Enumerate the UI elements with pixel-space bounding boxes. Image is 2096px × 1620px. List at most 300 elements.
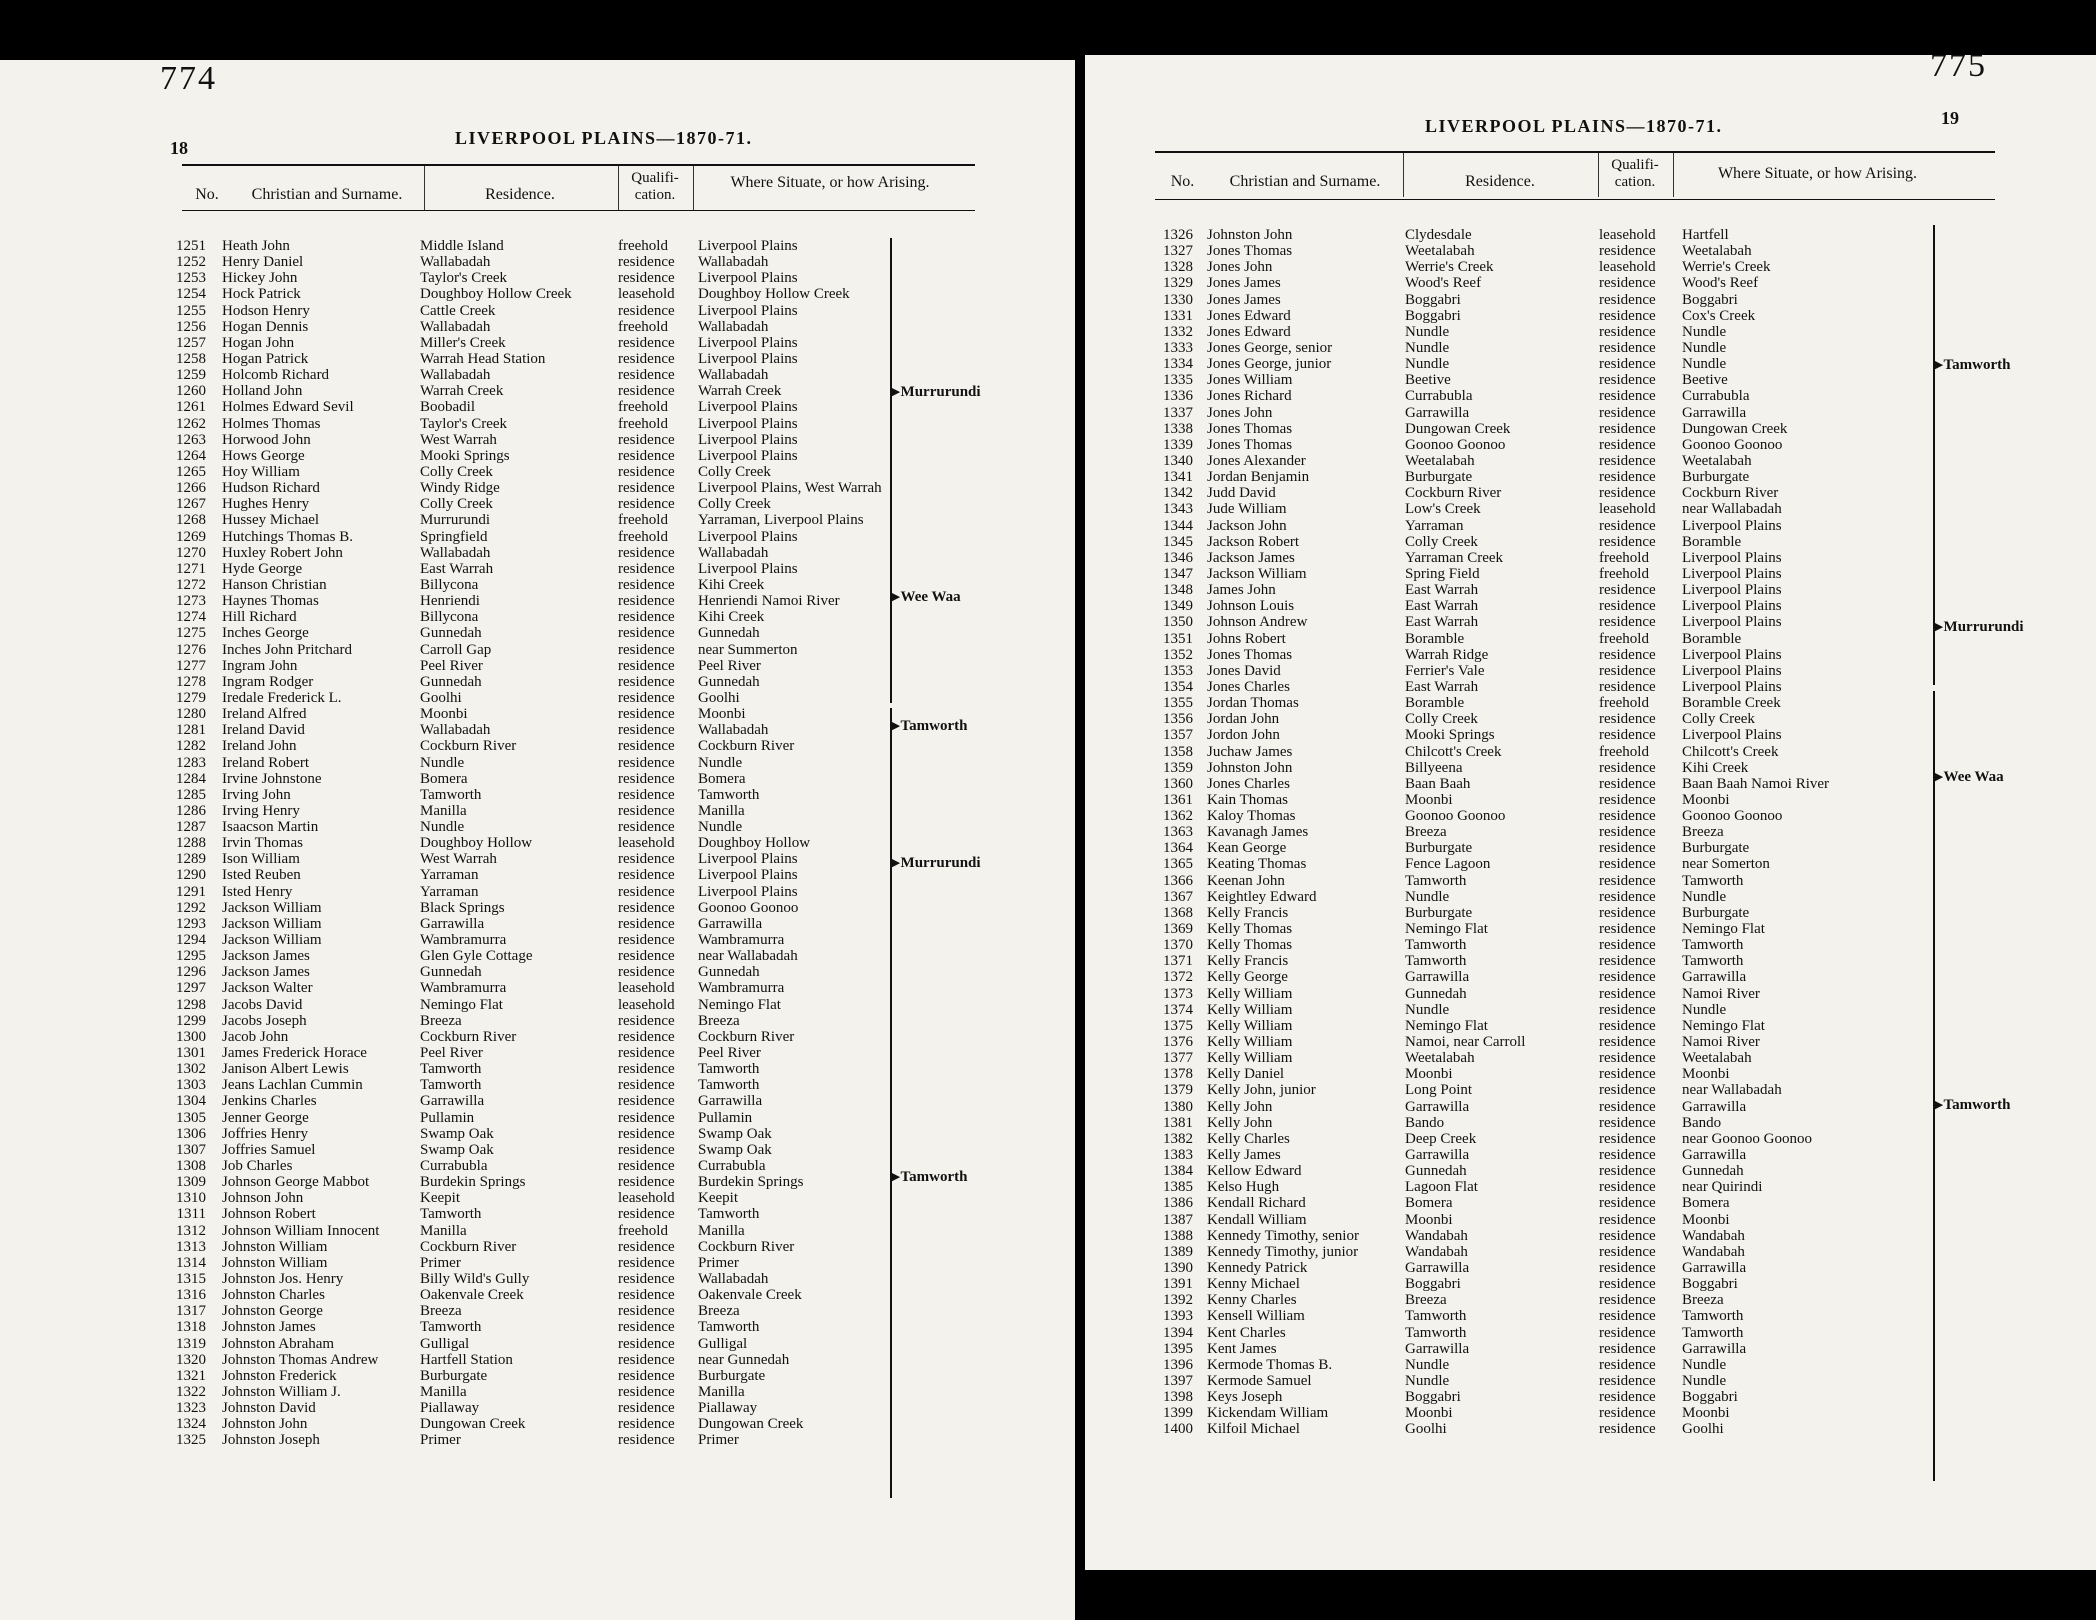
entry-where: Garrawilla — [1682, 1098, 1747, 1115]
table-row — [1147, 1244, 1927, 1260]
table-row — [1147, 711, 1927, 727]
entry-number: 1364 — [1163, 840, 1193, 857]
table-row — [170, 851, 890, 867]
entry-where: Liverpool Plains — [1682, 582, 1782, 599]
table-row — [1147, 631, 1927, 647]
table-row — [1147, 388, 1927, 404]
entry-name: Johnson Robert — [222, 1206, 316, 1223]
table-row — [1147, 889, 1927, 905]
table-row — [1147, 1195, 1927, 1211]
entry-qualification: residence — [618, 302, 675, 319]
entry-name: Johnston William — [222, 1238, 328, 1255]
entry-name: Isaacson Martin — [222, 819, 319, 836]
entry-residence: East Warrah — [420, 560, 494, 577]
entry-residence: Burburgate — [1405, 469, 1473, 486]
entry-number: 1378 — [1163, 1066, 1193, 1083]
entry-number: 1390 — [1163, 1260, 1193, 1276]
entry-name: Jude William — [1207, 501, 1287, 518]
entry-residence: Boramble — [1405, 695, 1465, 712]
entry-residence: Tamworth — [1405, 872, 1467, 889]
entry-where: Burburgate — [1682, 904, 1750, 921]
entry-number: 1265 — [176, 463, 206, 480]
entry-number: 1311 — [176, 1206, 206, 1223]
table-row — [1147, 324, 1927, 340]
entry-number: 1334 — [1163, 356, 1193, 373]
table-row — [170, 399, 890, 415]
entry-residence: Wallabadah — [420, 254, 491, 271]
entry-where: Nundle — [1682, 888, 1727, 905]
entry-qualification: residence — [618, 1319, 675, 1336]
entry-residence: Nundle — [1405, 1372, 1450, 1389]
entry-name: Jackson William — [222, 899, 322, 916]
entry-name: Jones George, senior — [1207, 339, 1333, 356]
entry-number: 1319 — [176, 1335, 206, 1352]
table-row — [1147, 566, 1927, 582]
entry-name: Job Charles — [222, 1158, 293, 1175]
entry-qualification: residence — [1599, 1163, 1656, 1180]
entry-name: Isted Henry — [222, 883, 293, 900]
entry-where: Nundle — [1682, 1001, 1727, 1018]
entry-where: Liverpool Plains — [698, 528, 798, 545]
entry-name: Jones William — [1207, 372, 1293, 389]
table-row — [1147, 1325, 1927, 1341]
entry-number: 1305 — [176, 1109, 206, 1126]
entry-name: James John — [1207, 582, 1276, 599]
entry-name: Johnson Louis — [1207, 598, 1295, 615]
entry-name: Kelso Hugh — [1207, 1179, 1280, 1196]
entry-number: 1394 — [1163, 1324, 1193, 1341]
entry-residence: Boggabri — [1405, 307, 1461, 324]
entry-name: Johnston Charles — [222, 1287, 325, 1304]
entry-residence: Goolhi — [420, 689, 462, 706]
entry-residence: Boobadil — [420, 399, 475, 416]
entry-residence: Colly Creek — [420, 496, 493, 513]
entry-residence: Cockburn River — [420, 1028, 517, 1045]
entry-name: Johnston William J. — [222, 1383, 341, 1400]
entry-name: Johnston Frederick — [222, 1367, 337, 1384]
entry-qualification: residence — [1599, 469, 1656, 486]
header-divider — [618, 166, 619, 210]
entry-qualification: residence — [1599, 517, 1656, 534]
entry-number: 1283 — [176, 754, 206, 771]
table-row — [1147, 1131, 1927, 1147]
entry-where: Liverpool Plains — [698, 447, 798, 464]
table-row — [1147, 356, 1927, 372]
table-row — [1147, 1050, 1927, 1066]
table-row — [1147, 808, 1927, 824]
entry-where: Werrie's Creek — [1682, 259, 1771, 276]
entry-where: Liverpool Plains — [1682, 646, 1782, 663]
entry-residence: Tamworth — [420, 1319, 482, 1336]
table-row — [170, 932, 890, 948]
table-row — [170, 1400, 890, 1416]
entry-qualification: residence — [1599, 1243, 1656, 1260]
entry-residence: Wallabadah — [420, 544, 491, 561]
entry-qualification: residence — [618, 496, 675, 513]
entry-where: Tamworth — [698, 786, 760, 803]
entry-number: 1363 — [1163, 824, 1193, 841]
entry-qualification: freehold — [1599, 743, 1649, 760]
entry-residence: Boggabri — [1405, 1389, 1461, 1406]
entry-name: Kelly Daniel — [1207, 1066, 1285, 1083]
entry-where: Namoi River — [1682, 1034, 1760, 1051]
entry-name: Johnston Joseph — [222, 1432, 320, 1449]
entry-number: 1280 — [176, 706, 206, 723]
entry-qualification: residence — [1599, 775, 1656, 792]
table-row — [170, 496, 890, 512]
entry-number: 1272 — [176, 576, 206, 593]
entry-where: Peel River — [698, 1045, 761, 1062]
entry-name: Keenan John — [1207, 872, 1285, 889]
table-row — [1147, 1179, 1927, 1195]
entry-qualification: residence — [1599, 969, 1656, 986]
entry-name: Jenner George — [222, 1109, 309, 1126]
entry-where: Liverpool Plains — [1682, 727, 1782, 744]
column-header-no: No. — [1170, 173, 1195, 190]
entry-name: Kennedy Timothy, junior — [1207, 1243, 1359, 1260]
entry-where: Goonoo Goonoo — [698, 899, 799, 916]
entry-residence: Hartfell Station — [420, 1351, 513, 1368]
entry-number: 1397 — [1163, 1372, 1193, 1389]
entry-name: Hickey John — [222, 270, 298, 287]
entry-qualification: residence — [618, 722, 675, 739]
entry-number: 1341 — [1163, 469, 1193, 486]
entry-qualification: residence — [1599, 243, 1656, 260]
entry-number: 1276 — [176, 641, 206, 658]
entry-name: Judd David — [1207, 485, 1276, 502]
district-label: ▸ Wee Waa — [1935, 767, 2004, 786]
entry-residence: Mooki Springs — [420, 447, 510, 464]
entry-where: near Somerton — [1682, 856, 1770, 873]
entry-where: near Wallabadah — [1682, 501, 1782, 518]
entry-residence: Breeza — [420, 1303, 462, 1320]
entry-name: Jones Richard — [1207, 388, 1292, 405]
entry-name: Kelly John — [1207, 1114, 1273, 1131]
entry-name: Isted Reuben — [222, 867, 301, 884]
entry-qualification: leasehold — [1599, 259, 1656, 276]
entry-name: Hogan Dennis — [222, 318, 309, 335]
entry-name: Jones David — [1207, 662, 1281, 679]
entry-number: 1387 — [1163, 1211, 1193, 1228]
header-divider — [693, 166, 694, 210]
entry-qualification: residence — [1599, 323, 1656, 340]
table-row — [1147, 647, 1927, 663]
entry-qualification: residence — [618, 1351, 675, 1368]
entry-name: Johnson John — [222, 1190, 304, 1207]
entry-qualification: residence — [618, 447, 675, 464]
entry-number: 1373 — [1163, 985, 1193, 1002]
district-label: ▸ Tamworth — [892, 1167, 967, 1186]
header-top-rule — [182, 164, 975, 166]
entry-name: Iredale Frederick L. — [222, 689, 342, 706]
entry-qualification: residence — [618, 270, 675, 287]
entry-residence: Colly Creek — [1405, 711, 1478, 728]
entry-residence: Weetalabah — [1405, 452, 1475, 469]
entry-qualification: residence — [1599, 1147, 1656, 1164]
entry-where: Boramble Creek — [1682, 695, 1781, 712]
entry-qualification: residence — [1599, 339, 1656, 356]
entry-qualification: residence — [1599, 840, 1656, 857]
entry-number: 1284 — [176, 770, 206, 787]
entry-number: 1301 — [176, 1045, 206, 1062]
entry-qualification: residence — [1599, 1227, 1656, 1244]
entry-where: Nundle — [698, 819, 743, 836]
entry-where: Nemingo Flat — [698, 996, 781, 1013]
table-row — [170, 900, 890, 916]
entry-number: 1392 — [1163, 1292, 1193, 1309]
entry-number: 1368 — [1163, 904, 1193, 921]
entry-residence: Middle Island — [420, 238, 504, 254]
entry-residence: Colly Creek — [1405, 533, 1478, 550]
entry-number: 1345 — [1163, 533, 1193, 550]
entry-number: 1288 — [176, 835, 206, 852]
entry-number: 1354 — [1163, 678, 1193, 695]
table-row — [1147, 1357, 1927, 1373]
entry-residence: Burburgate — [420, 1367, 488, 1384]
entry-where: near Summerton — [698, 641, 798, 658]
entry-residence: Garrawilla — [420, 1093, 485, 1110]
table-row — [170, 577, 890, 593]
entry-residence: Wambramurra — [420, 932, 507, 949]
entry-qualification: residence — [618, 1012, 675, 1029]
entry-number: 1256 — [176, 318, 206, 335]
entry-qualification: residence — [1599, 1082, 1656, 1099]
entry-where: Burburgate — [1682, 469, 1750, 486]
entry-residence: Tamworth — [420, 1061, 482, 1078]
entry-where: Breeza — [1682, 824, 1724, 841]
entry-residence: Piallaway — [420, 1400, 480, 1417]
entry-qualification: residence — [1599, 582, 1656, 599]
entry-name: Kelly William — [1207, 1034, 1293, 1051]
entry-residence: Carroll Gap — [420, 641, 492, 658]
entry-where: Nundle — [1682, 339, 1727, 356]
entry-number: 1377 — [1163, 1050, 1193, 1067]
entry-where: Liverpool Plains — [698, 867, 798, 884]
entry-name: Ireland Robert — [222, 754, 310, 771]
entry-where: Colly Creek — [1682, 711, 1755, 728]
entry-residence: Goonoo Goonoo — [1405, 808, 1506, 825]
district-label: ▸ Murrurundi — [892, 853, 981, 872]
entry-qualification: residence — [1599, 759, 1656, 776]
entry-qualification: residence — [618, 770, 675, 787]
table-row — [1147, 227, 1927, 243]
entry-name: Keightley Edward — [1207, 888, 1317, 905]
entry-name: Kelly John, junior — [1207, 1082, 1316, 1099]
entry-where: Currabubla — [1682, 388, 1750, 405]
entry-name: Jackson Robert — [1207, 533, 1300, 550]
table-row — [170, 948, 890, 964]
table-row — [170, 1158, 890, 1174]
entry-residence: Burdekin Springs — [420, 1174, 526, 1191]
entry-where: Nemingo Flat — [1682, 1017, 1765, 1034]
entry-name: Inches John Pritchard — [222, 641, 352, 658]
table-row — [1147, 727, 1927, 743]
entry-where: near Quirindi — [1682, 1179, 1763, 1196]
entry-where: Liverpool Plains — [1682, 549, 1782, 566]
entry-name: Jacobs David — [222, 996, 303, 1013]
column-header-residence: Residence. — [485, 186, 555, 203]
entry-number: 1285 — [176, 786, 206, 803]
entry-residence: Manilla — [420, 1383, 467, 1400]
entry-number: 1314 — [176, 1254, 206, 1271]
entry-qualification: residence — [1599, 1421, 1656, 1438]
entry-where: Garrawilla — [698, 915, 763, 932]
district-label: ▸ Tamworth — [1935, 1095, 2010, 1114]
entry-residence: Primer — [420, 1254, 461, 1271]
entry-residence: Clydesdale — [1405, 227, 1472, 243]
entry-qualification: residence — [618, 480, 675, 497]
entry-where: Moonbi — [1682, 1405, 1730, 1422]
entry-where: Wallabadah — [698, 367, 769, 384]
entry-number: 1384 — [1163, 1163, 1193, 1180]
table-row — [1147, 1082, 1927, 1098]
entry-name: Hussey Michael — [222, 512, 320, 529]
table-row — [1147, 1421, 1927, 1437]
table-row — [1147, 308, 1927, 324]
entry-name: Holland John — [222, 383, 303, 400]
header-top-rule — [1155, 151, 1995, 153]
entry-residence: Wandabah — [1405, 1243, 1468, 1260]
entry-number: 1338 — [1163, 420, 1193, 437]
entry-where: Garrawilla — [1682, 1340, 1747, 1357]
entry-residence: Currabubla — [1405, 388, 1473, 405]
entry-name: Jenkins Charles — [222, 1093, 317, 1110]
table-row — [1147, 1389, 1927, 1405]
entry-where: Liverpool Plains — [1682, 614, 1782, 631]
entry-number: 1286 — [176, 802, 206, 819]
table-row — [170, 1271, 890, 1287]
entry-qualification: residence — [618, 350, 675, 367]
entry-where: Breeza — [698, 1303, 740, 1320]
entry-number: 1268 — [176, 512, 206, 529]
entry-name: Jordon John — [1207, 727, 1280, 744]
entry-qualification: leasehold — [618, 1190, 675, 1207]
entry-where: Goonoo Goonoo — [1682, 436, 1783, 453]
entry-where: Yarraman, Liverpool Plains — [698, 512, 864, 529]
entry-number: 1271 — [176, 560, 206, 577]
entry-where: Keepit — [698, 1190, 738, 1207]
entry-residence: East Warrah — [1405, 614, 1479, 631]
entry-where: Liverpool Plains — [698, 270, 798, 287]
entry-name: Ireland Alfred — [222, 706, 307, 723]
entry-number: 1380 — [1163, 1098, 1193, 1115]
table-row — [1147, 550, 1927, 566]
entry-name: Hudson Richard — [222, 480, 320, 497]
entry-residence: Yarraman — [420, 883, 479, 900]
entry-qualification: freehold — [618, 415, 668, 432]
entry-residence: Tamworth — [420, 1206, 482, 1223]
entry-number: 1346 — [1163, 549, 1193, 566]
entry-qualification: residence — [1599, 614, 1656, 631]
table-row — [1147, 1163, 1927, 1179]
entry-qualification: residence — [618, 544, 675, 561]
entry-where: Kihi Creek — [698, 576, 765, 593]
table-row — [170, 980, 890, 996]
entry-number: 1281 — [176, 722, 206, 739]
entry-name: Johnston Thomas Andrew — [222, 1351, 379, 1368]
entry-where: Gunnedah — [698, 673, 760, 690]
table-row — [1147, 824, 1927, 840]
entry-qualification: residence — [618, 625, 675, 642]
entry-qualification: residence — [1599, 791, 1656, 808]
table-row — [170, 1077, 890, 1093]
entry-residence: Moonbi — [1405, 791, 1453, 808]
table-row — [170, 1174, 890, 1190]
entry-residence: Moonbi — [420, 706, 468, 723]
table-row — [170, 1352, 890, 1368]
entry-where: Tamworth — [1682, 872, 1744, 889]
entry-name: Janison Albert Lewis — [222, 1061, 349, 1078]
entry-residence: Wallabadah — [420, 318, 491, 335]
column-header-where: Where Situate, or how Arising. — [1717, 165, 1918, 182]
entry-residence: Henriendi — [420, 593, 480, 610]
entry-name: Jones Thomas — [1207, 436, 1293, 453]
entry-qualification: residence — [1599, 1066, 1656, 1083]
entry-number: 1370 — [1163, 937, 1193, 954]
entry-qualification: residence — [618, 1254, 675, 1271]
table-row — [170, 464, 890, 480]
entry-number: 1266 — [176, 480, 206, 497]
entry-qualification: residence — [618, 576, 675, 593]
column-header-qualification: Qualifi-cation. — [1611, 157, 1659, 190]
table-row — [170, 335, 890, 351]
entry-name: Hogan John — [222, 334, 295, 351]
table-row — [1147, 1276, 1927, 1292]
entry-where: Chilcott's Creek — [1682, 743, 1779, 760]
entry-qualification: freehold — [618, 1222, 668, 1239]
entry-where: Liverpool Plains — [698, 883, 798, 900]
signature-mark-right: 19 — [1941, 108, 1959, 128]
left-page — [0, 60, 1075, 1620]
entry-where: Moonbi — [1682, 1066, 1730, 1083]
table-row — [170, 303, 890, 319]
entry-residence: Tamworth — [420, 1077, 482, 1094]
entry-name: Jones James — [1207, 275, 1281, 292]
entry-residence: Windy Ridge — [420, 480, 500, 497]
entry-number: 1293 — [176, 915, 206, 932]
entry-where: Liverpool Plains — [698, 399, 798, 416]
table-row — [170, 561, 890, 577]
entry-where: Boggabri — [1682, 1276, 1738, 1293]
entry-where: Nundle — [1682, 1356, 1727, 1373]
entry-number: 1303 — [176, 1077, 206, 1094]
entry-qualification: freehold — [618, 399, 668, 416]
entry-name: Holmes Thomas — [222, 415, 321, 432]
entry-where: Colly Creek — [698, 463, 771, 480]
entry-qualification: residence — [618, 1109, 675, 1126]
entry-name: Irving John — [222, 786, 291, 803]
entry-name: Jackson John — [1207, 517, 1287, 534]
entry-number: 1400 — [1163, 1421, 1193, 1438]
entry-number: 1317 — [176, 1303, 206, 1320]
table-row — [1147, 856, 1927, 872]
table-row — [170, 1190, 890, 1206]
table-row — [1147, 259, 1927, 275]
entry-name: Holcomb Richard — [222, 367, 330, 384]
entry-name: Kelly John — [1207, 1098, 1273, 1115]
entry-number: 1352 — [1163, 646, 1193, 663]
table-row — [170, 706, 890, 722]
entry-name: Johnston William — [222, 1254, 328, 1271]
entry-residence: Gunnedah — [1405, 1163, 1467, 1180]
entry-residence: Murrurundi — [420, 512, 490, 529]
entry-where: Peel River — [698, 657, 761, 674]
entry-name: Jackson James — [1207, 549, 1295, 566]
entry-name: Kermode Thomas B. — [1207, 1356, 1333, 1373]
entry-number: 1254 — [176, 286, 206, 303]
table-row — [170, 383, 890, 399]
entry-name: Holmes Edward Sevil — [222, 399, 354, 416]
